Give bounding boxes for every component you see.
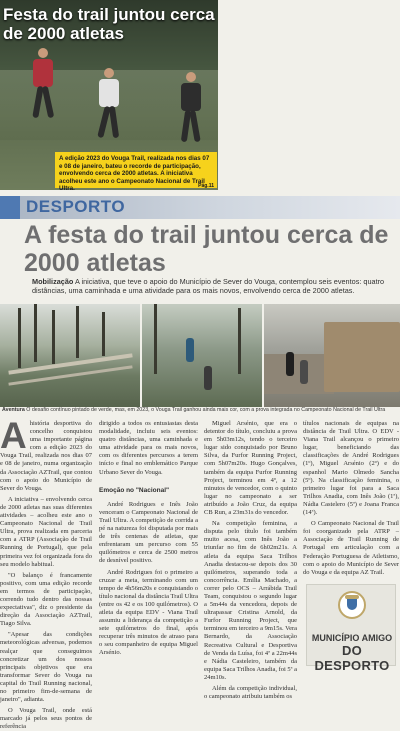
runner-figure xyxy=(204,366,212,390)
teaser-photo xyxy=(0,0,218,193)
body-paragraph: André Rodrigues foi o primeiro a cruzar a meta, terminando com um tempo de 4h56m20s e conquistando o título nacional da distância Trail Ultra (entre os 42 e os 100 quilómetros). O atleta da equipa EDV - Viana Trail assumiu a liderança da competição a sete quilómetros do final, após recuperar três minutos de atraso para o seu companheiro de equipa Miguel Arsénio. xyxy=(99,568,198,657)
body-paragraph: Ahistória desportiva do concelho conquistou uma importante página com a edição 2023 do Vouga Trail, realizada nos dias 07 e 08 de janeiro, numa organização da Associação AZTrail, que contou com o apoio do Município de Sever do Vouga. xyxy=(0,415,92,492)
body-paragraph: dirigido a todos os entusiastas desta modalidade, incluiu seis eventos: quatro distâncias, uma caminhada e uma atividade para os mais novos, com os diferentes percursos a terem início e final no emblemático Parque Urbano Sever do Vouga. xyxy=(99,420,198,476)
body-paragraph: O Campeonato Nacional de Trail foi coorganizado pela ATRP – Associação de Trail Running de Portugal em articulação com a Federação Portuguesa de Atletismo, com o apoio do Município de Sever do Vouga e da equipa AZ Trail. xyxy=(303,520,399,576)
photo-village xyxy=(264,304,400,407)
teaser-page-ref: Pág.11 xyxy=(198,183,214,189)
logo-line-2: DO DESPORTO xyxy=(314,643,390,673)
body-paragraph: Na competição feminina, a disputa pelo título foi também muito acesa, com Inês João a triunfar no fim de 6h02m21s. A atleta da equipa Saca Trilhos Anadia destacou-se depois dos 30 quilómetros, superando toda a concorrência. Emília Machado, a correr pelo OCS – Arrábida Trail Team, conquistou o segundo lugar a 5m44s da vencedora, depois de ultrapassar Cristina Arnold, da Furfor Running Project, que terminou em terceiro a 9m15s. Vera Bernardo, da Associação Recreativa Cultural e Desportiva de Venda da Luísa, foi 4ª a 22m44s e Nádia Casteleiro, também da equipa Saca Trilhos Anadia, foi 5ª a 24m10s. xyxy=(204,520,298,681)
article-column-4 xyxy=(303,420,399,580)
article-headline: A festa do trail juntou cerca de 2000 atletas xyxy=(24,221,389,277)
logo-line-1: MUNICÍPIO AMIGO xyxy=(311,633,393,643)
article-column-3 xyxy=(204,420,298,701)
body-paragraph: "Apesar das condições meteorológicas adversas, podemos realçar que conseguimos concretizar um dos nossos principais objetivos que era transformar Sever do Vouga na capital do Trail Running nacional, no primeiro fim-de-semana de janeiro", adianta. xyxy=(0,631,92,704)
body-paragraph: O Vouga Trail, onde está marcado já pelos seus pontos de referência xyxy=(0,707,92,731)
shield-icon xyxy=(338,591,366,619)
body-paragraph: Além da competição individual, o campeonato atribuiu também os xyxy=(204,685,297,701)
teaser-title: Festa do trail juntou cerca de 2000 atletas xyxy=(3,5,215,43)
dropcap: A xyxy=(0,415,27,456)
photo-caption-text: O desafio contínuo pintado de verde, mas, em 2023, o Vouga Trail ganhou ainda mais cor, com a prova integrada no Campeonato Nacional de Trail Ultra xyxy=(24,407,386,413)
lede-text: A iniciativa, que teve o apoio do Município de Sever do Vouga, contemplou seis eventos: quatro distâncias, uma caminhada e uma atividade para os mais novos, envolvendo cerca de 2000 atletas. xyxy=(32,277,385,295)
body-paragraph: Miguel Arsénio, que era o detentor do título, concluiu a prova em 5h03m12s, tendo o terceiro lugar sido conquistado por Bruno Silva, da Furfor Running Project, com 5h07m20s. Hugo Gonçalves, também da equipa Furfor Running Project, terminou em 4º, a 12 minutos de vencedor, com o quinto lugar no campeonato a ser atribuído a João Cruz, da equipa CB Run, a 23m31s do vencedor. xyxy=(204,420,297,517)
municipio-amigo-desporto-logo xyxy=(306,584,396,673)
body-paragraph: "O balanço é francamente positivo, com uma edição recorde em termos de participação, correndo tudo dentro das nossas expectativas", diz o presidente da direção da Associação AZTrail, Tiago Silva. xyxy=(0,571,92,628)
photo-runner-trail xyxy=(142,304,262,407)
section-label: DESPORTO xyxy=(26,197,126,216)
photo-bridge xyxy=(0,304,140,407)
article-subhead: Emoção no "Nacional" xyxy=(99,486,170,494)
runner-figure xyxy=(300,360,308,384)
photo-strip xyxy=(0,304,400,407)
article-lede xyxy=(32,277,396,295)
teaser-caption: A edição 2023 do Vouga Trail, realizada nos dias 07 e 08 de janeiro, bateu o recorde de participação, envolvendo cerca de 2000 atletas. A iniciativa acolheu este ano o Campeonato Nacional de Trail Ultra. xyxy=(55,152,217,188)
section-bar xyxy=(0,196,400,219)
runner-figure xyxy=(286,352,294,376)
body-paragraph: André Rodrigues e Inês João venceram o Campeonato Nacional de Trail Ultra. A competição de corrida a pé na natureza foi disputada por mais de três centenas de atletas, que enfrentaram um percurso com 55 quilómetros e cerca de 2500 metros de desnível positivo. xyxy=(99,500,198,565)
runner-figure xyxy=(186,338,194,362)
article-column-2 xyxy=(99,420,198,671)
photo-caption xyxy=(0,407,400,414)
article-column-1 xyxy=(0,415,92,731)
body-paragraph: títulos nacionais de equipas na distância de Trail Ultra. O EDV - Viana Trail alcançou o primeiro lugar, beneficiando das classificações de André Rodrigues (1º), Miguel Arsénio (2º) e do espanhol Mario Olmedo Sancha (5º). Na classificação feminina, o primeiro lugar foi para a Saca Trilhos Anadia, com Inês João (1ª), Nádia Castelero (5ª) e Joana Franca (14ª). xyxy=(303,420,399,517)
lede-label: Mobilização xyxy=(32,277,74,286)
photo-caption-label: Aventura xyxy=(2,407,25,413)
body-paragraph: A iniciativa – envolvendo cerca de 2000 atletas nas suas diferentes atividades – acolheu este ano o Campeonato Nacional de Trail Ultra, prova realizada em parceria com a ATRP (Associação de Trail Running de Portugal), que pela primeira vez foi organizada fora do seu modelo habitual. xyxy=(0,495,92,568)
